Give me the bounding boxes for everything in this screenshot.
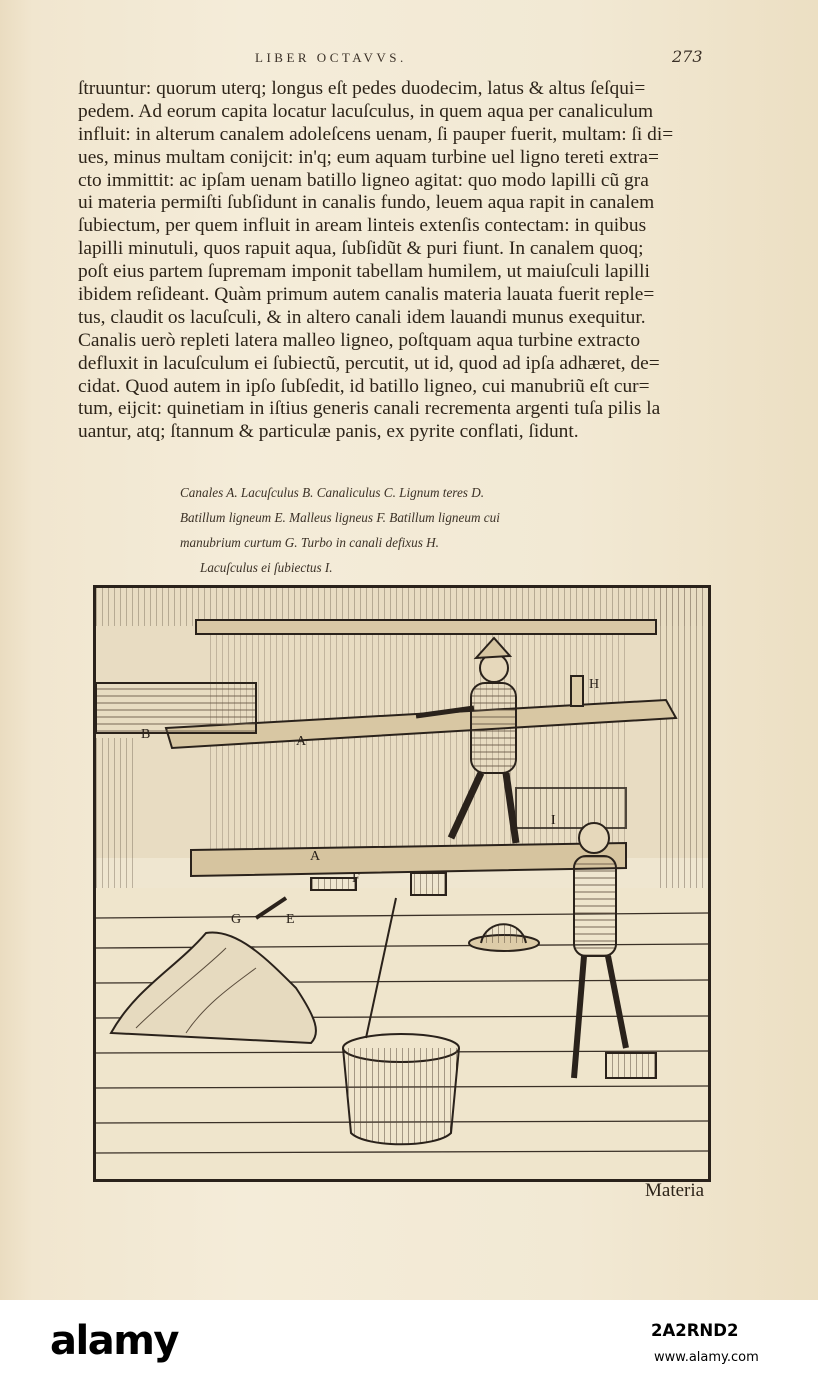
- text-line: ſubiectum, per quem influit in aream linteis extenſis contectam: in quibus: [78, 215, 647, 237]
- top-beam: [196, 620, 656, 634]
- text-line: lapilli minutuli, quos rapuit aqua, ſubſidũt & puri fiunt. In canalem quoq;: [78, 238, 644, 260]
- text-line: defluxit in lacuſculum ei ſubiectũ, percutit, ut id, quod ad ipſa adhæret, de=: [78, 352, 660, 374]
- text-line: Canalis uerò repleti latera malleo ligneo, poſtquam aqua turbine extracto: [78, 329, 641, 351]
- figure-label-h: H: [589, 677, 600, 692]
- text-line: ues, minus multam conijcit: in'q; eum aquam turbine uel ligno tereti extra=: [78, 146, 659, 168]
- mallet: [311, 878, 356, 890]
- legend-line: manubrium curtum G. Turbo in canali defixus H.: [180, 535, 439, 550]
- woodcut-drawing: [96, 588, 708, 1179]
- figure-label-g: G: [231, 912, 242, 927]
- figure-label-i: I: [551, 813, 556, 828]
- catchword: Materia: [645, 1180, 705, 1201]
- woodcut-illustration: [93, 585, 711, 1182]
- figure-label-b: B: [141, 727, 151, 742]
- text-line: cidat. Quod autem in ipſo ſubſedit, id batillo ligneo, cui manubriũ eſt cur=: [78, 375, 650, 397]
- image-id: 2A2RND2: [651, 1321, 739, 1340]
- text-line: ui materia permiſti ſubſidunt in canalis fundo, leuem aqua rapit in canalem: [78, 192, 655, 214]
- figure-label-a-lower: A: [310, 849, 321, 864]
- small-pool-box: [96, 683, 256, 733]
- brand-logo: alamy: [50, 1318, 178, 1364]
- running-head: LIBER OCTAVVS.: [255, 50, 407, 65]
- figure-legend: [180, 480, 660, 580]
- figure-label-f: F: [352, 871, 360, 886]
- block: [411, 873, 446, 895]
- text-line: tum, eijcit: quinetiam in iſtius generis canali recrementa argenti tuſa pilis la: [78, 398, 661, 420]
- text-line: cto immittit: ac ipſam uenam batillo ligneo agitat: quo modo lapilli cũ gra: [78, 169, 649, 191]
- turbo-plug: [571, 676, 583, 706]
- text-line: pedem. Ad eorum capita locatur lacuſculus, in quem aqua per canaliculum: [78, 100, 654, 122]
- sump-box: [516, 788, 626, 828]
- figure-label-a-upper: A: [296, 734, 307, 749]
- legend-line: Canales A. Lacuſculus B. Canaliculus C. Lignum teres D.: [180, 485, 485, 500]
- page-header: [0, 47, 818, 74]
- legend-line: Batillum ligneum E. Malleus ligneus F. Batillum ligneum cui: [180, 510, 500, 525]
- latin-body-text: [78, 78, 738, 444]
- text-line: tus, claudit os lacuſculi, & in altero canali idem lauandi munus exequitur.: [78, 306, 646, 328]
- right-wall: [656, 588, 708, 888]
- lower-trough: [191, 843, 626, 876]
- text-line: ibidem reſideant. Quàm primum autem canalis materia lauata fuerit reple=: [78, 284, 655, 306]
- text-line: poſt eius partem ſupremam imponit tabellam humilem, ut maiuſculi lapilli: [78, 261, 650, 283]
- legend-line: Lacuſculus ei ſubiectus I.: [200, 560, 333, 575]
- text-line: influit: in alterum canalem adoleſcens uenam, ſi pauper fuerit, multam: ſi di=: [78, 123, 674, 145]
- site-url: www.alamy.com: [654, 1350, 759, 1365]
- wooden-tub: [343, 1034, 459, 1144]
- page-number: 273: [672, 47, 703, 66]
- watermark-footer: [0, 1300, 818, 1390]
- text-line: ſtruuntur: quorum uterq; longus eſt pedes duodecim, latus & altus ſeſqui=: [78, 78, 646, 99]
- figure-label-e: E: [286, 912, 295, 927]
- text-line: uantur, atq; ſtannum & particulæ panis, ex pyrite conflati, ſidunt.: [78, 421, 579, 443]
